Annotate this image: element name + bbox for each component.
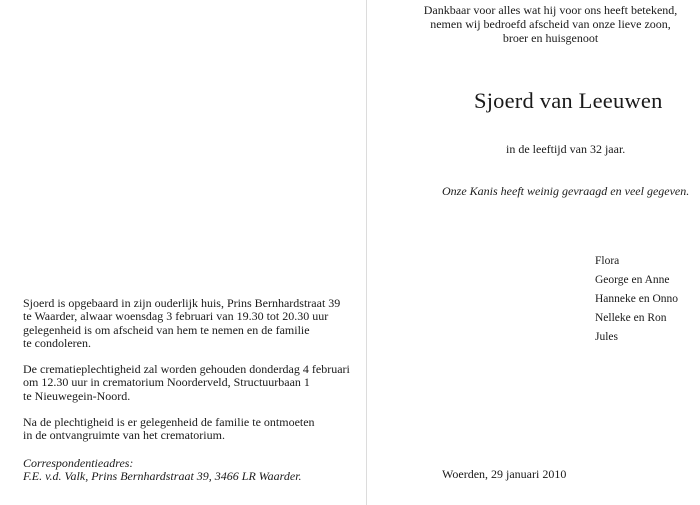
- text-line: De crematieplechtigheid zal worden gehouden donderdag 4 februari: [23, 362, 350, 376]
- text-line: Na de plechtigheid is er gelegenheid de familie te ontmoeten: [23, 415, 315, 429]
- text-line: Sjoerd is opgebaard in zijn ouderlijk huis, Prins Bernhardstraat 39: [23, 296, 341, 310]
- correspondence-label: Correspondentieadres:: [23, 456, 134, 470]
- text-line: in de ontvangruimte van het crematorium.: [23, 428, 225, 443]
- family-member: Jules: [595, 331, 618, 343]
- deceased-name: Sjoerd van Leeuwen: [474, 88, 663, 113]
- text-line: te condoleren.: [23, 336, 91, 351]
- family-member: George en Anne: [595, 274, 670, 286]
- intro-text: [367, 3, 700, 45]
- text-line: te Waarder, alwaar woensdag 3 februari van 19.30 tot 20.30 uur: [23, 309, 329, 324]
- text-line: om 12.30 uur in crematorium Noorderveld, Structuurbaan 1: [23, 375, 310, 390]
- text-line: Dankbaar voor alles wat hij voor ons heeft betekend,: [423, 3, 678, 17]
- age-line: in de leeftijd van 32 jaar.: [506, 142, 626, 156]
- family-member: Nelleke en Ron: [595, 312, 667, 324]
- motto: Onze Kanis heeft weinig gevraagd en veel gegeven.: [442, 184, 690, 198]
- cremation-paragraph: [23, 363, 350, 403]
- lying-in-state-paragraph: [23, 297, 340, 351]
- text-line: nemen wij bedroefd afscheid van onze lieve zoon,: [430, 17, 671, 31]
- family-member: Hanneke en Onno: [595, 293, 679, 305]
- text-line: broer en huisgenoot: [502, 31, 599, 45]
- right-page: [367, 0, 700, 505]
- correspondence-address-text: F.E. v.d. Valk, Prins Bernhardstraat 39, 3466 LR Waarder.: [23, 469, 302, 484]
- place-date: Woerden, 29 januari 2010: [442, 467, 567, 481]
- family-member: Flora: [595, 255, 620, 267]
- correspondence-address: [23, 457, 302, 484]
- text-line: gelegenheid is om afscheid van hem te nemen en de familie: [23, 322, 310, 337]
- text-line: te Nieuwegein-Noord.: [23, 388, 131, 403]
- reception-paragraph: [23, 416, 315, 443]
- family-list: [595, 252, 678, 347]
